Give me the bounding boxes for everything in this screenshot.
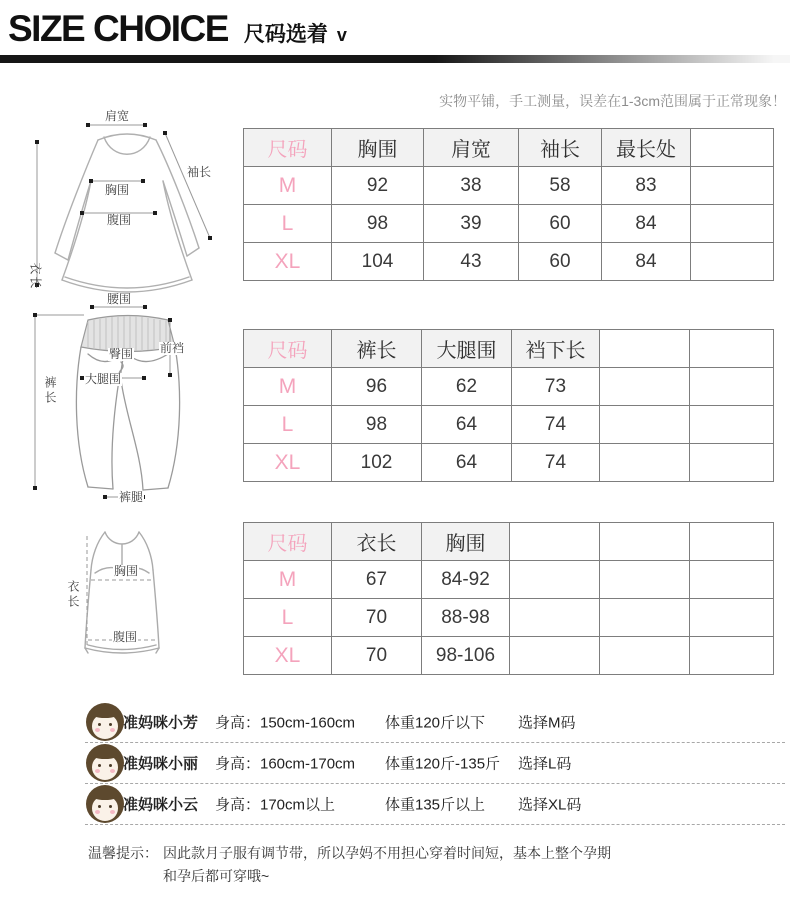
mom-avatar [86,785,124,823]
pants-waist-label: 腰围 [107,292,132,306]
value-cell [600,368,690,406]
vest-belly-label: 腹围 [113,630,138,644]
header-divider-bar [0,55,790,63]
vest-bust-label: 胸围 [114,564,139,578]
value-cell [690,368,774,406]
list-item [85,702,785,743]
table-row [244,205,774,243]
header-cell [510,523,600,561]
pants-size-table [243,329,774,482]
table-row [244,637,774,675]
dress-sleeve-label: 袖长 [187,165,212,179]
dress-length-label: 衣长 [28,262,43,291]
value-cell: 104 [332,243,424,281]
warm-tip-line2: 和孕后都可穿哦~ [163,868,270,884]
table-header-row [244,523,774,561]
value-cell: 38 [424,167,519,205]
table-header-row [244,129,774,167]
table-header-row [244,330,774,368]
value-cell [600,599,690,637]
top-size-table [243,128,774,281]
value-cell: 39 [424,205,519,243]
mom-size-choice: 选择L码 [518,755,572,773]
pants-thigh-label: 大腿围 [85,372,122,386]
header-cell: 最长处 [602,129,691,167]
value-cell [691,167,774,205]
dress-bust-label: 胸围 [105,183,130,197]
title-english: SIZE CHOICE [8,8,228,49]
value-cell [600,406,690,444]
header-cell [600,330,690,368]
value-cell: 84-92 [422,561,510,599]
pants-hip-label: 臀围 [109,347,134,361]
header-cell: 尺码 [244,129,332,167]
table-row [244,406,774,444]
value-cell: 84 [602,205,691,243]
pants-outline-drawing [18,292,240,520]
mom-height: 身高：170cm以上 [215,796,336,814]
value-cell: 74 [512,406,600,444]
value-cell [510,561,600,599]
value-cell [690,406,774,444]
header-cell: 袖长 [519,129,602,167]
pants-diagram [18,292,240,520]
table-row [244,561,774,599]
warm-tip-line1: 因此款月子服有调节带，所以孕妈不用担心穿着时间短，基本上整个孕期 [163,845,611,861]
header-cell: 裆下长 [512,330,600,368]
pants-length-label: 裤长 [43,376,57,406]
warm-tip-label: 温馨提示： [88,845,158,861]
pants-leg-label: 裤腿 [119,490,144,504]
list-item [85,743,785,784]
chevron-down-icon: v [336,25,348,45]
size-cell: M [244,368,332,406]
size-cell: M [244,167,332,205]
size-cell: L [244,599,332,637]
value-cell: 84 [602,243,691,281]
value-cell [691,205,774,243]
warm-tip-text [163,842,611,888]
header-cell: 胸围 [332,129,424,167]
size-cell: M [244,561,332,599]
dress-shoulder-label: 肩宽 [105,109,130,123]
mom-name: 准妈咪小丽 [123,755,199,773]
value-cell [600,444,690,482]
value-cell [690,561,774,599]
value-cell: 98 [332,406,422,444]
table-row [244,167,774,205]
value-cell: 60 [519,243,602,281]
value-cell [600,637,690,675]
mom-height: 身高：160cm-170cm [215,755,356,773]
dress-belly-label: 腹围 [107,213,132,227]
header-cell: 衣长 [332,523,422,561]
mom-size-choice: 选择XL码 [518,796,582,814]
size-cell: XL [244,637,332,675]
header-cell [600,523,690,561]
value-cell: 83 [602,167,691,205]
value-cell: 102 [332,444,422,482]
size-cell: L [244,205,332,243]
size-cell: L [244,406,332,444]
dress-outline-drawing [18,106,236,304]
vest-size-table [243,522,774,675]
header-cell: 尺码 [244,523,332,561]
pants-front-rise-label: 前裆 [160,341,185,355]
value-cell: 98-106 [422,637,510,675]
header-cell [690,330,774,368]
value-cell: 58 [519,167,602,205]
mom-weight: 体重120斤-135斤 [385,755,501,773]
mom-avatar [86,744,124,782]
value-cell [600,561,690,599]
measurement-note: 实物平铺，手工测量，误差在1-3cm范围属于正常现象！ [439,93,786,109]
value-cell: 67 [332,561,422,599]
value-cell: 64 [422,444,512,482]
value-cell: 73 [512,368,600,406]
warm-tip [88,842,611,888]
value-cell: 62 [422,368,512,406]
value-cell: 88-98 [422,599,510,637]
vest-length-label: 衣长 [66,580,80,610]
page-title [8,8,348,50]
value-cell: 64 [422,406,512,444]
value-cell [690,637,774,675]
header-cell: 尺码 [244,330,332,368]
size-recommendation-list [85,702,785,825]
value-cell: 74 [512,444,600,482]
mom-weight: 体重135斤以上 [385,796,486,814]
value-cell: 60 [519,205,602,243]
header-cell: 胸围 [422,523,510,561]
value-cell: 98 [332,205,424,243]
value-cell: 96 [332,368,422,406]
value-cell: 43 [424,243,519,281]
size-cell: XL [244,243,332,281]
dress-diagram [18,106,236,304]
list-item [85,784,785,825]
value-cell: 70 [332,637,422,675]
value-cell: 70 [332,599,422,637]
mom-avatar [86,703,124,741]
value-cell [690,444,774,482]
table-row [244,599,774,637]
vest-diagram [45,518,240,696]
table-row [244,444,774,482]
value-cell: 92 [332,167,424,205]
header-cell: 肩宽 [424,129,519,167]
mom-name: 准妈咪小云 [123,796,199,814]
table-row [244,368,774,406]
header-cell: 裤长 [332,330,422,368]
table-row [244,243,774,281]
mom-height: 身高：150cm-160cm [215,714,356,732]
value-cell [510,637,600,675]
header-cell [690,523,774,561]
value-cell [690,599,774,637]
mom-weight: 体重120斤以下 [385,714,486,732]
value-cell [691,243,774,281]
value-cell [510,599,600,637]
header-cell: 大腿围 [422,330,512,368]
size-cell: XL [244,444,332,482]
header-cell [691,129,774,167]
mom-size-choice: 选择M码 [518,714,576,732]
mom-name: 准妈咪小芳 [123,714,199,732]
title-chinese: 尺码选着 [243,23,328,46]
